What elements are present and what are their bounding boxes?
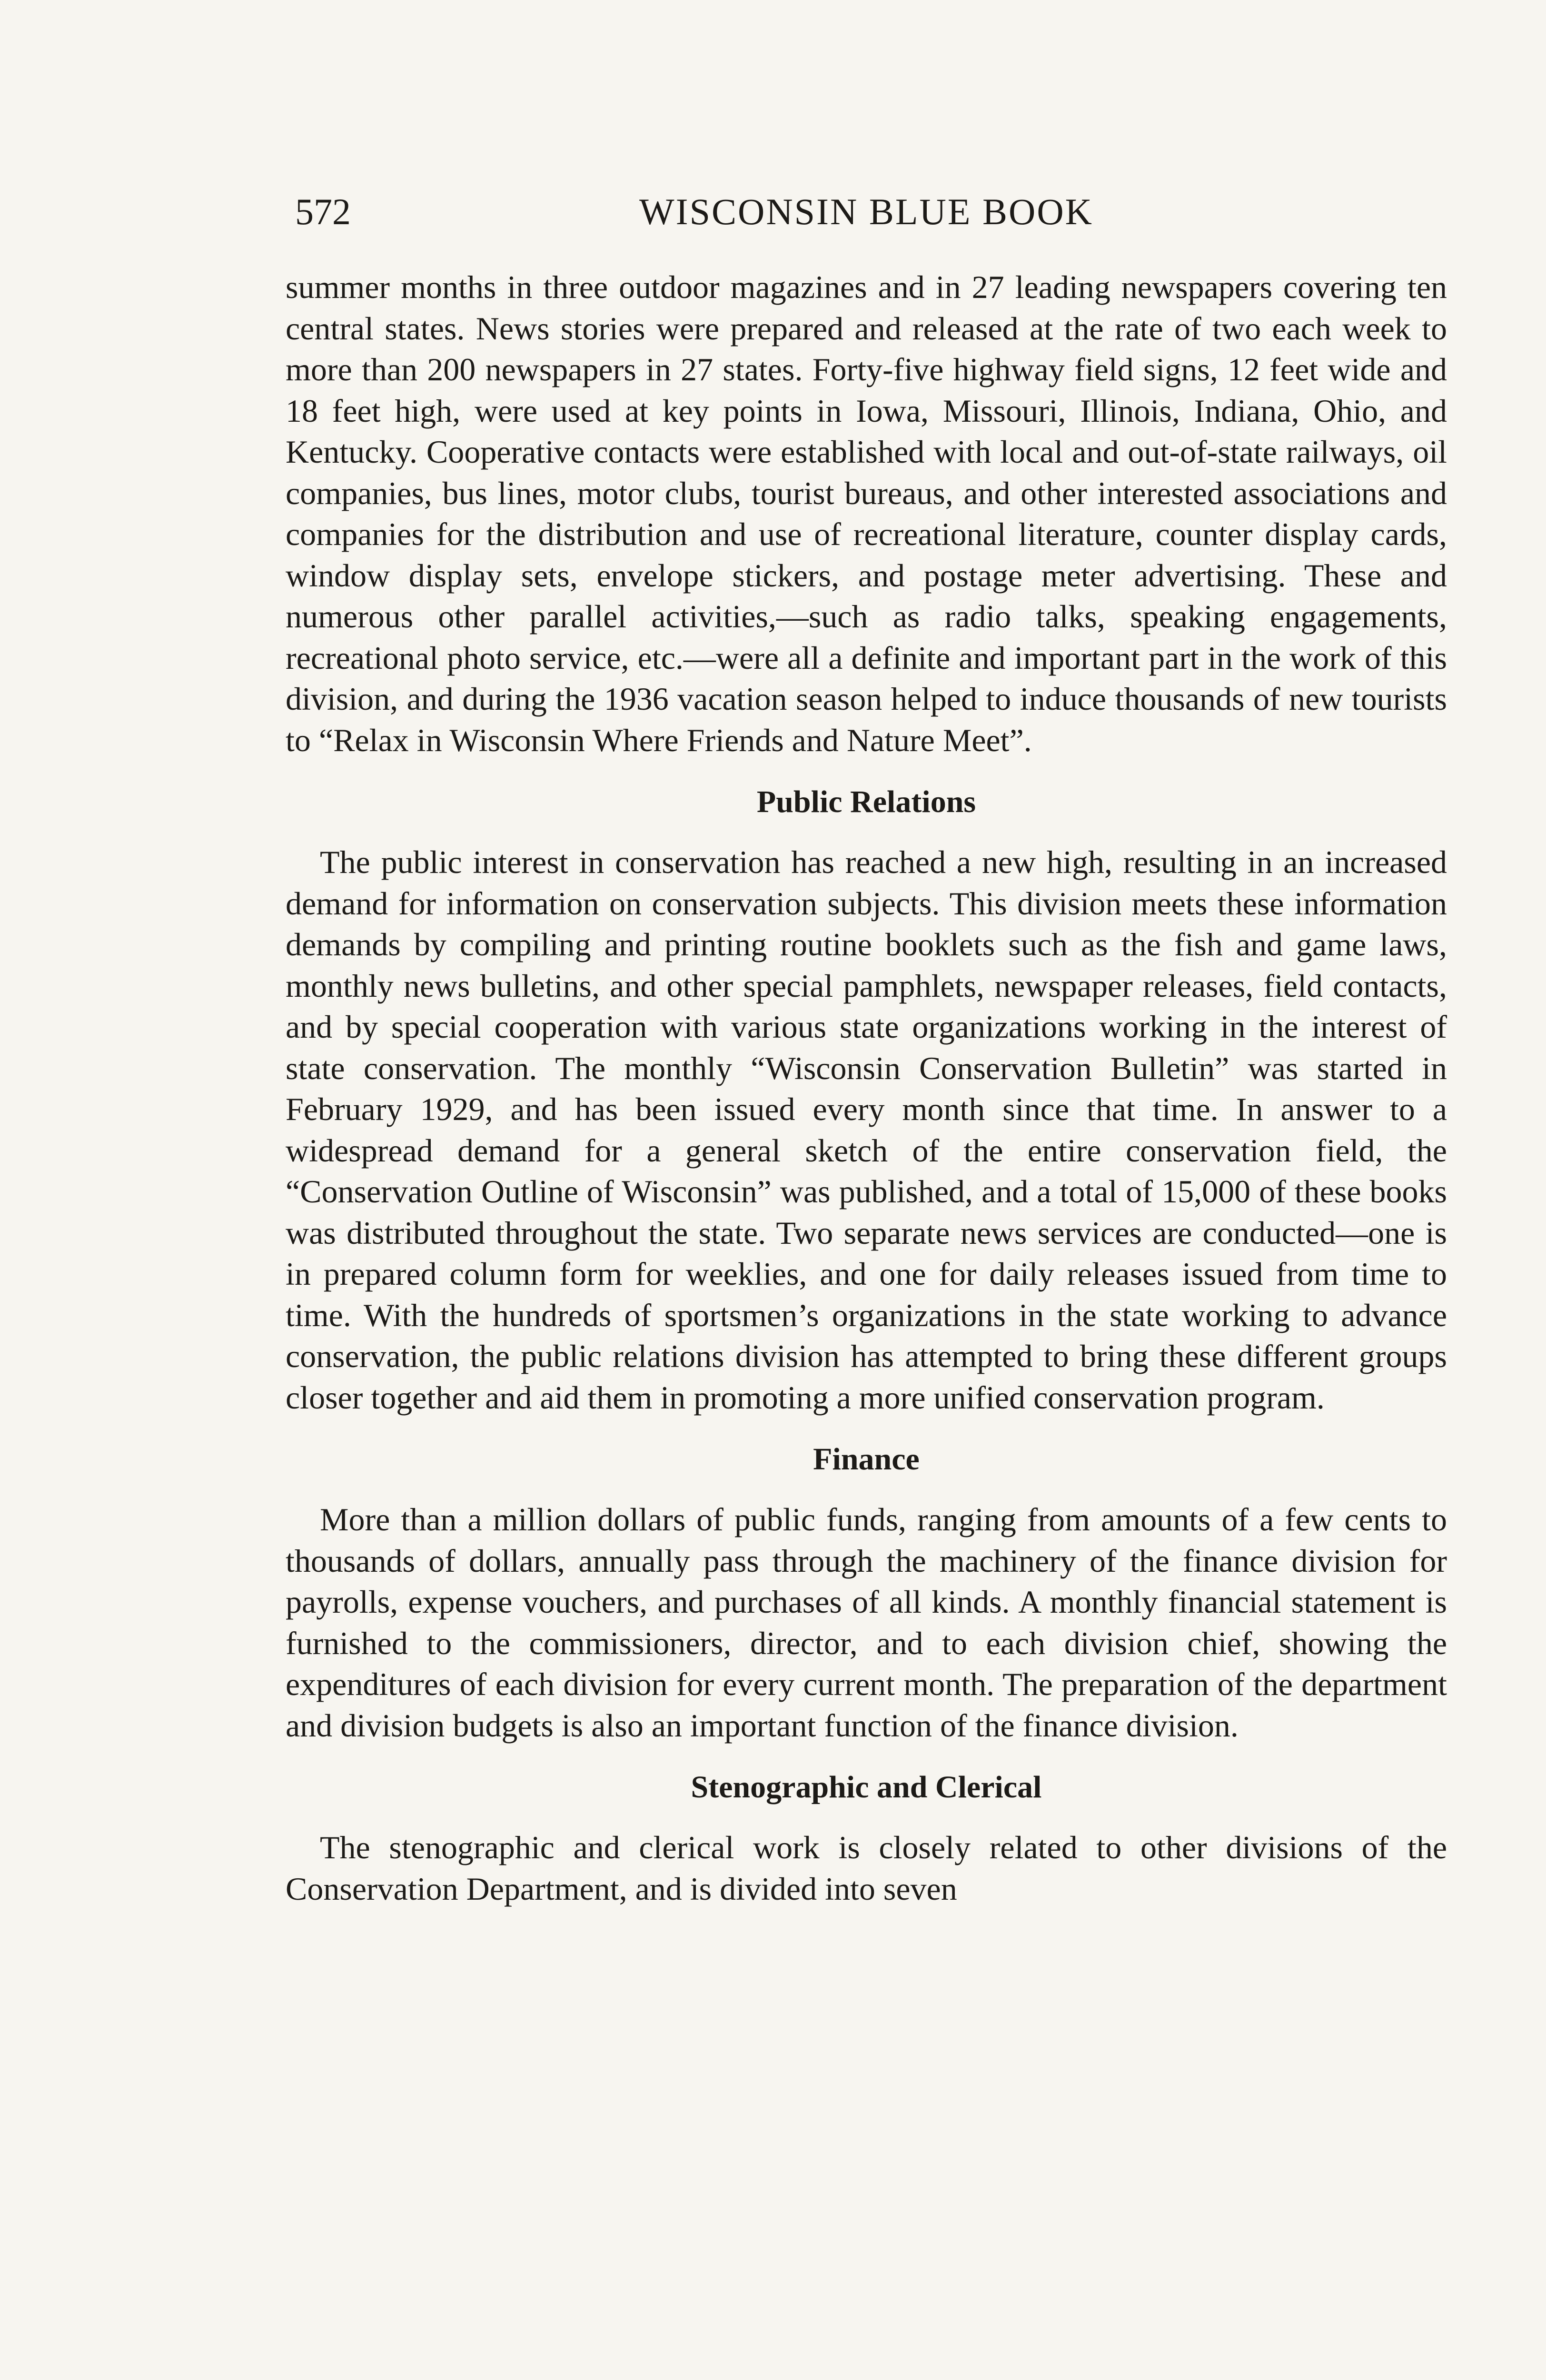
- body-text: [286, 267, 1447, 1909]
- heading-public-relations: Public Relations: [756, 784, 976, 819]
- intro-paragraph: summer months in three outdoor magazines and in 27 leading newspapers covering ten central states. News stories were prepared and released at the rate of two each week to more than 200 newspapers in 27 states. Forty-five highway field signs, 12 feet wide and 18 feet high, were used at key points in Iowa, Missouri, Illinois, Indiana, Ohio, and Kentucky. Cooperative contacts were established with local and out-of-state railways, oil companies, bus lines, motor clubs, tourist bureaus, and other interested associations and companies for the distribution and use of recreational literature, counter display cards, window display sets, envelope stickers, and postage meter advertising. These and numerous other parallel activities,—such as radio talks, speaking engagements, recreational photo service, etc.—were all a definite and important part in the work of this division, and during the 1936 vacation season helped to induce thousands of new tourists to “Relax in Wisconsin Where Friends and Nature Meet”.: [286, 269, 1447, 758]
- running-head: WISCONSIN BLUE BOOK: [639, 191, 1093, 232]
- paragraph-public-relations: The public interest in conservation has reached a new high, resulting in an increased demand for information on conservation subjects. This division meets these information demands by compiling and printing routine booklets such as the fish and game laws, monthly news bulletins, and other special pamphlets, newspaper releases, field contacts, and by special cooperation with various state organizations working in the interest of state conservation. The monthly “Wisconsin Conservation Bulletin” was started in February 1929, and has been issued every month since that time. In answer to a widespread demand for a general sketch of the entire conservation field, the “Conservation Outline of Wisconsin” was published, and a total of 15,000 of these books was distributed throughout the state. Two separate news services are conducted—one is in prepared column form for weeklies, and one for daily releases issued from time to time. With the hundreds of sportsmen’s organizations in the state working to advance conservation, the public relations division has attempted to bring these different groups closer together and aid them in promoting a more unified conservation program.: [286, 844, 1447, 1416]
- book-page: [286, 186, 1447, 2380]
- paragraph-finance: More than a million dollars of public funds, ranging from amounts of a few cents to thousands of dollars, annually pass through the machinery of the finance division for payrolls, expense vouchers, and purchases of all kinds. A monthly financial statement is furnished to the commissioners, director, and to each division chief, showing the expenditures of each division for every current month. The preparation of the department and division budgets is also an important function of the finance division.: [286, 1501, 1447, 1744]
- page-number: 572: [295, 191, 351, 232]
- page-header: [286, 186, 1447, 238]
- heading-stenographic-clerical: Stenographic and Clerical: [691, 1770, 1042, 1805]
- heading-finance: Finance: [813, 1442, 920, 1477]
- paragraph-stenographic-clerical: The stenographic and clerical work is closely related to other divisions of the Conservation Department, and is divided into seven: [286, 1829, 1447, 1907]
